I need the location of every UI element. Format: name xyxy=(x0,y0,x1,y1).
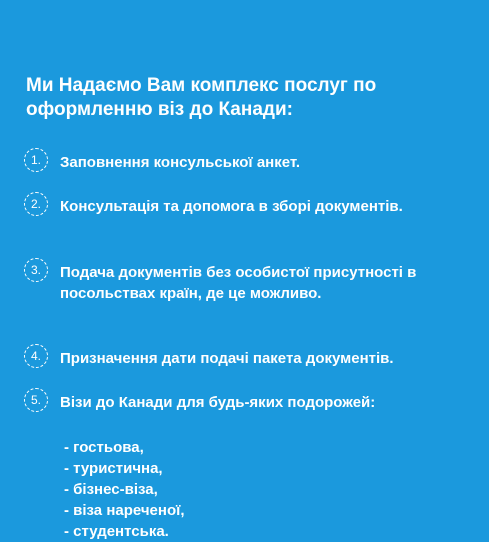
step-number-badge: 4. xyxy=(24,344,48,368)
service-item-4 xyxy=(24,348,474,369)
service-text: Подача документів без особистої присутності в посольствах країн, де це можливо. xyxy=(60,264,417,302)
visa-type-item: - бізнес-віза, xyxy=(64,481,158,498)
service-item-3 xyxy=(24,262,474,304)
step-number-badge: 5. xyxy=(24,388,48,412)
visa-type-item: - віза нареченої, xyxy=(64,502,185,519)
service-text: Призначення дати подачі пакета документів. xyxy=(60,350,394,367)
service-text: Заповнення консульської анкет. xyxy=(60,154,301,171)
step-number-badge: 2. xyxy=(24,192,48,216)
visa-types-list xyxy=(64,437,185,542)
service-item-1 xyxy=(24,152,474,173)
services-title: Ми Надаємо Вам комплекс послуг по оформленню віз до Канади: xyxy=(26,75,377,120)
service-item-5 xyxy=(24,392,474,413)
step-number-badge: 3. xyxy=(24,258,48,282)
service-text: Консультація та допомога в зборі документів. xyxy=(60,198,403,215)
visa-type-item: - студентська. xyxy=(64,523,169,540)
visa-type-item: - гостьова, xyxy=(64,439,144,456)
service-text: Візи до Канади для будь-яких подорожей: xyxy=(60,394,376,411)
step-number-badge: 1. xyxy=(24,148,48,172)
service-item-2 xyxy=(24,196,474,217)
visa-type-item: - туристична, xyxy=(64,460,163,477)
